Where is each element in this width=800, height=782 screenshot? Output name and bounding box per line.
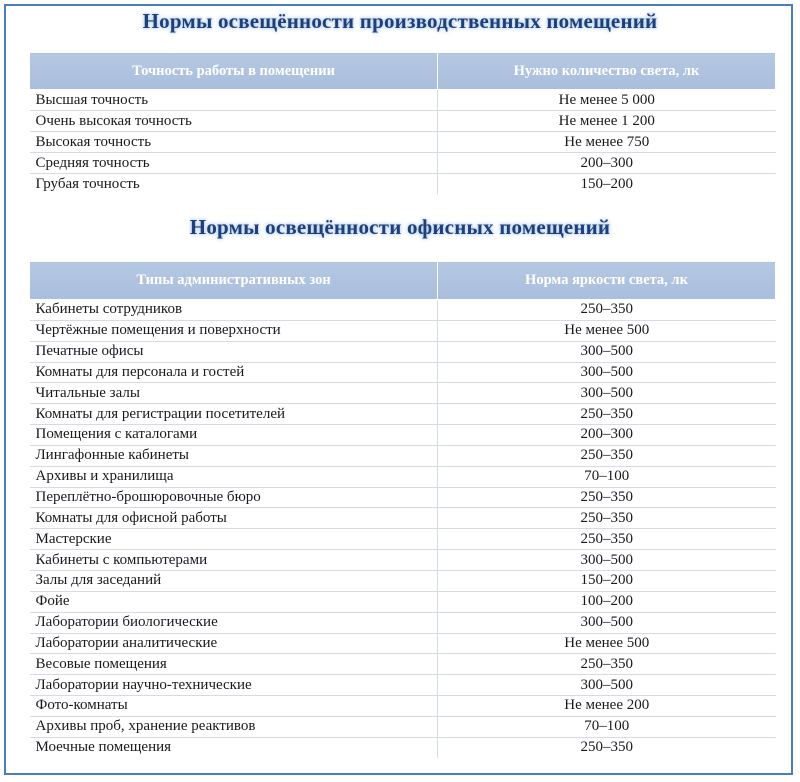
table-row xyxy=(30,466,776,487)
row-label: Архивы проб, хранение реактивов xyxy=(30,716,438,737)
row-value: 250–350 xyxy=(438,654,776,675)
row-label: Лингафонные кабинеты xyxy=(30,445,438,466)
table-row xyxy=(30,383,776,404)
table-row xyxy=(30,508,776,529)
row-value: Не менее 750 xyxy=(438,132,776,153)
row-value: 100–200 xyxy=(438,591,776,612)
table-row xyxy=(30,362,776,383)
row-value: 150–200 xyxy=(438,570,776,591)
table-row xyxy=(30,153,776,174)
industrial-norms-table xyxy=(29,52,776,194)
row-value: 150–200 xyxy=(438,174,776,195)
row-value: 300–500 xyxy=(438,612,776,633)
industrial-table-body xyxy=(30,90,776,195)
row-value: Не менее 500 xyxy=(438,320,776,341)
table-row xyxy=(30,716,776,737)
row-label: Комнаты для офисной работы xyxy=(30,508,438,529)
row-value: 200–300 xyxy=(438,425,776,446)
row-label: Высшая точность xyxy=(30,90,438,111)
row-value: 300–500 xyxy=(438,362,776,383)
row-label: Весовые помещения xyxy=(30,654,438,675)
row-value: 250–350 xyxy=(438,300,776,321)
row-label: Очень высокая точность xyxy=(30,111,438,132)
row-label: Переплётно-брошюровочные бюро xyxy=(30,487,438,508)
table-row xyxy=(30,320,776,341)
table-header-row xyxy=(30,53,776,90)
office-title: Нормы освещённости офисных помещений xyxy=(189,215,611,239)
table-row xyxy=(30,111,776,132)
table-row xyxy=(30,675,776,696)
row-label: Моечные помещения xyxy=(35,739,172,756)
row-label: Комнаты для персонала и гостей xyxy=(30,362,438,383)
row-label: Кабинеты сотрудников xyxy=(30,300,438,321)
row-value: 250–350 xyxy=(438,487,776,508)
table-row xyxy=(30,487,776,508)
row-label: Читальные залы xyxy=(30,383,438,404)
table-header-row xyxy=(30,262,776,300)
table-row xyxy=(30,591,776,612)
row-label: Кабинеты с компьютерами xyxy=(30,550,438,571)
row-value: 300–500 xyxy=(438,383,776,404)
row-value: 250–350 xyxy=(438,529,776,550)
table-row xyxy=(30,550,776,571)
table-row xyxy=(30,612,776,633)
row-value: 250–350 xyxy=(438,508,776,529)
row-label: Печатные офисы xyxy=(30,341,438,362)
table-row xyxy=(30,633,776,654)
table-row xyxy=(30,570,776,591)
table-row xyxy=(30,90,776,111)
office-table-body xyxy=(30,300,776,758)
row-value: Не менее 200 xyxy=(438,696,776,717)
row-label: Высокая точность xyxy=(30,132,438,153)
row-label: Помещения с каталогами xyxy=(30,425,438,446)
row-label: Мастерские xyxy=(30,529,438,550)
row-label: Залы для заседаний xyxy=(30,570,438,591)
table-row xyxy=(30,174,776,195)
table-row xyxy=(30,445,776,466)
table-row xyxy=(30,654,776,675)
table-row xyxy=(30,341,776,362)
row-label: Архивы и хранилища xyxy=(30,466,438,487)
column-header-zone-type: Типы административных зон xyxy=(30,262,438,300)
row-value: 300–500 xyxy=(438,675,776,696)
table-row xyxy=(30,300,776,321)
row-value: 300–500 xyxy=(438,341,776,362)
row-value: Не менее 500 xyxy=(438,633,776,654)
row-value: Не менее 5 000 xyxy=(438,90,776,111)
row-value: 250–350 xyxy=(438,445,776,466)
industrial-title: Нормы освещённости производственных помещений xyxy=(142,9,658,33)
table-row xyxy=(30,425,776,446)
table-row xyxy=(30,132,776,153)
table-row xyxy=(30,529,776,550)
row-value: 250–350 xyxy=(438,737,776,757)
row-label: Фото-комнаты xyxy=(30,696,438,717)
column-header-light-amount: Нужно количество света, лк xyxy=(438,53,776,90)
row-label: Чертёжные помещения и поверхности xyxy=(30,320,438,341)
column-header-brightness-norm: Норма яркости света, лк xyxy=(438,262,776,300)
table-row xyxy=(30,696,776,717)
office-norms-table xyxy=(29,261,776,758)
row-label: Лаборатории биологические xyxy=(30,612,438,633)
row-label: Грубая точность xyxy=(35,176,140,192)
row-label: Средняя точность xyxy=(30,153,438,174)
row-label: Лаборатории научно-технические xyxy=(30,675,438,696)
column-header-precision: Точность работы в помещении xyxy=(30,53,438,90)
row-label: Комнаты для регистрации посетителей xyxy=(30,404,438,425)
row-value: 70–100 xyxy=(438,466,776,487)
row-value: 200–300 xyxy=(438,153,776,174)
table-row xyxy=(30,404,776,425)
row-value: Не менее 1 200 xyxy=(438,111,776,132)
table-row xyxy=(30,737,776,757)
row-value: 70–100 xyxy=(438,716,776,737)
row-value: 300–500 xyxy=(438,550,776,571)
row-label: Фойе xyxy=(30,591,438,612)
row-value: 250–350 xyxy=(438,404,776,425)
row-label: Лаборатории аналитические xyxy=(30,633,438,654)
